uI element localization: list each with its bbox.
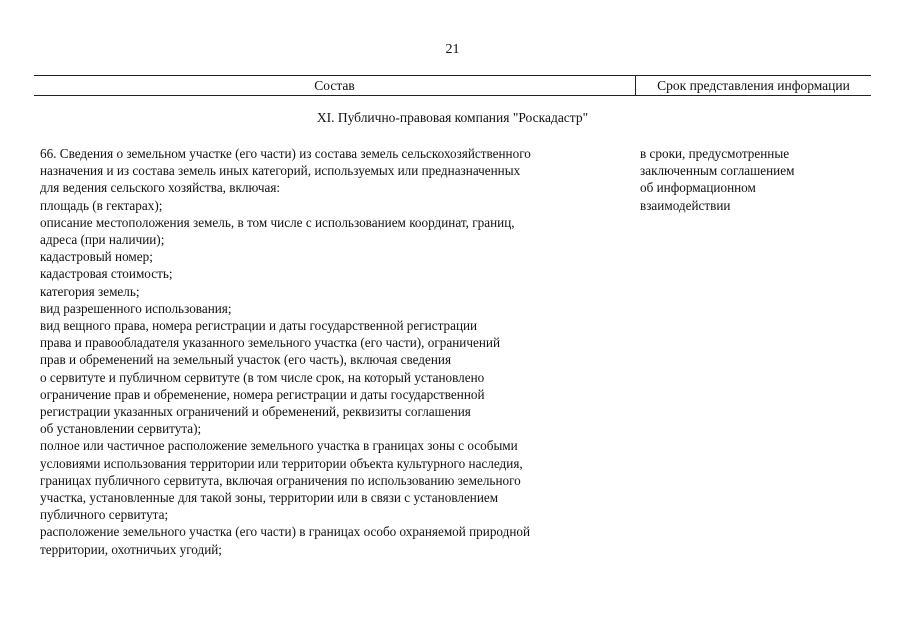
composition-line: 66. Сведения о земельном участке (его части) из состава земель сельскохозяйственного <box>40 146 531 161</box>
composition-line: регистрации указанных ограничений и обременений, реквизиты соглашения <box>40 404 471 420</box>
deadline-line: взаимодействии <box>640 197 731 213</box>
composition-line: права и правообладателя указанного земельного участка (его части), ограничений <box>40 335 500 351</box>
composition-line: адреса (при наличии); <box>40 232 165 248</box>
column-header-deadline: Срок представления информации <box>657 78 850 93</box>
composition-line: расположение земельного участка (его части) в границах особо охраняемой природной <box>40 524 531 540</box>
composition-line: кадастровая стоимость; <box>40 266 173 282</box>
composition-line: площадь (в гектарах); <box>40 197 163 213</box>
composition-cell <box>40 145 630 558</box>
composition-line: ограничение прав и обременение, номера регистрации и даты государственной <box>40 386 485 402</box>
deadline-line: в сроки, предусмотренные <box>640 146 790 161</box>
table-header <box>34 75 871 96</box>
composition-line: полное или частичное расположение земельного участка в границах зоны с особыми <box>40 438 518 454</box>
composition-line: описание местоположения земель, в том числе с использованием координат, границ, <box>40 214 515 230</box>
composition-line: категория земель; <box>40 283 140 299</box>
composition-line: для ведения сельского хозяйства, включая: <box>40 180 281 196</box>
composition-line: назначения и из состава земель иных категорий, используемых или предназначенных <box>40 163 521 179</box>
composition-line: вид вещного права, номера регистрации и даты государственной регистрации <box>40 318 478 334</box>
page-number: 21 <box>445 42 460 57</box>
composition-line: границах публичного сервитута, включая ограничения по использованию земельного <box>40 472 521 488</box>
deadline-line: об информационном <box>640 180 756 196</box>
composition-line: об установлении сервитута); <box>40 421 202 437</box>
composition-line: кадастровый номер; <box>40 249 153 265</box>
composition-line: условиями использования территории или территории объекта культурного наследия, <box>40 455 523 471</box>
composition-line: публичного сервитута; <box>40 507 169 523</box>
column-header-composition: Состав <box>314 78 355 93</box>
composition-line: территории, охотничьих угодий; <box>40 541 222 557</box>
composition-line: прав и обременений на земельный участок (его часть), включая сведения <box>40 352 452 368</box>
section-title: XI. Публично-правовая компания "Роскадастр" <box>316 110 589 125</box>
deadline-line: заключенным соглашением <box>640 163 795 179</box>
composition-line: о сервитуте и публичном сервитуте (в том числе срок, на который установлено <box>40 369 485 385</box>
composition-line: участка, установленные для такой зоны, территории или в связи с установлением <box>40 490 499 506</box>
deadline-cell <box>640 145 870 214</box>
composition-line: вид разрешенного использования; <box>40 300 232 316</box>
